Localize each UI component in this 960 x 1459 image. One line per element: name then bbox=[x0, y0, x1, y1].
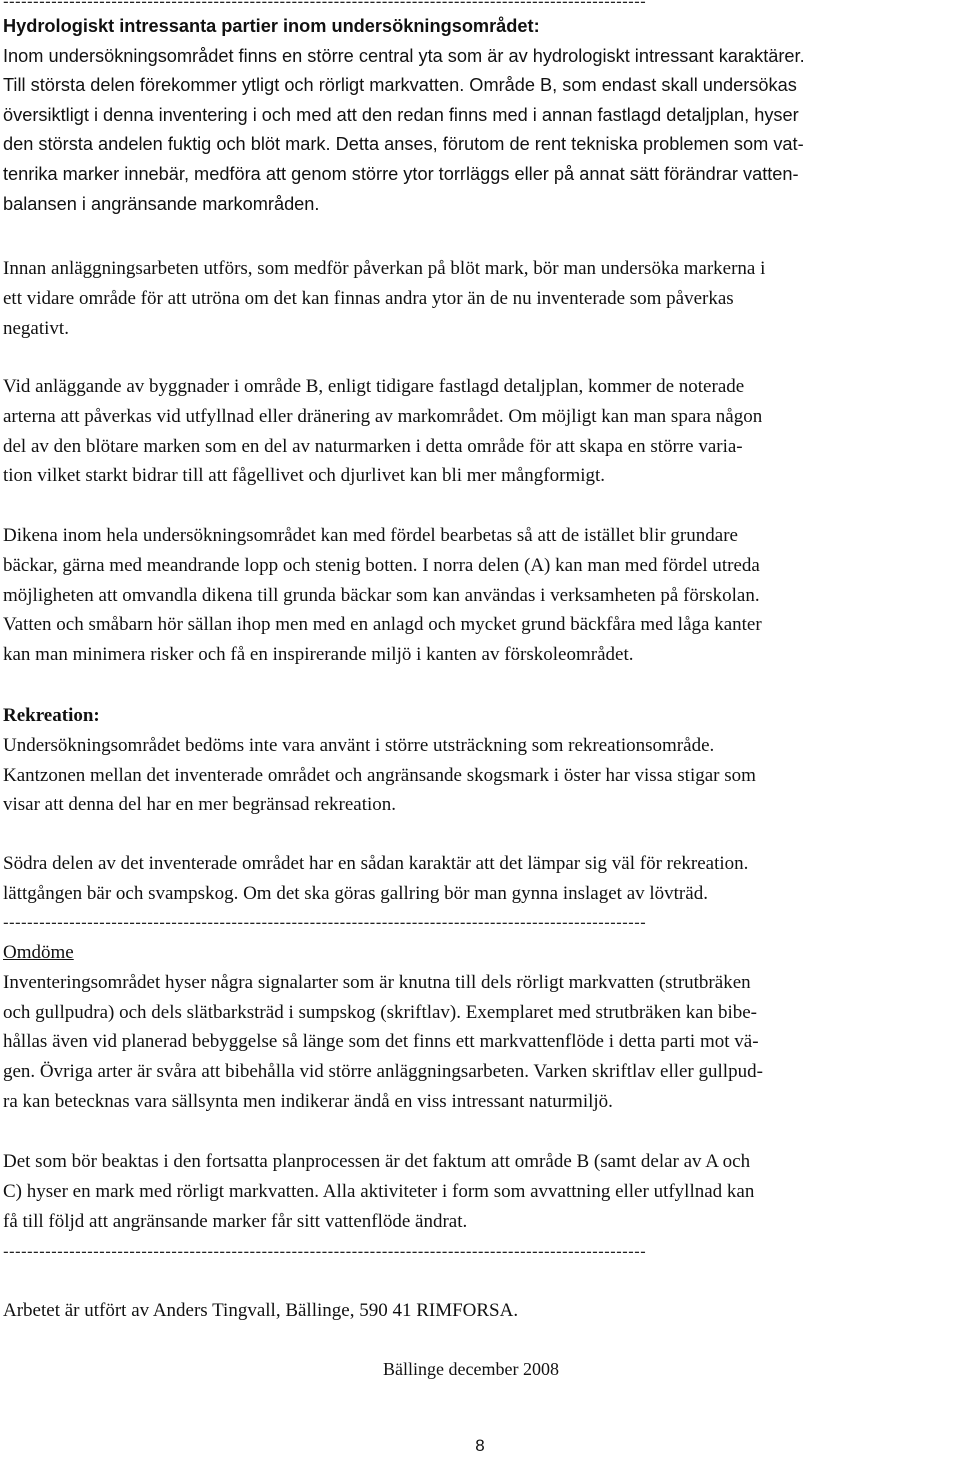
top-separator: ----------------------------------------------------------------------------------------------------------- bbox=[3, 0, 647, 11]
text-line: kan man minimera risker och få en inspirerande miljö i kanten av förskoleområdet. bbox=[3, 644, 634, 666]
text-line: tion vilket starkt bidrar till att fågellivet och djurlivet kan bli mer mångformigt. bbox=[3, 465, 606, 487]
text-line: visar att denna del har en mer begränsad rekreation. bbox=[3, 794, 397, 816]
verdict-paragraph-2 bbox=[3, 1147, 957, 1236]
hydrology-paragraph-3 bbox=[3, 372, 957, 491]
text-line: Vatten och småbarn hör sällan ihop men med en anlagd och mycket grund bäckfåra med låga kanter bbox=[3, 614, 762, 636]
text-line: gen. Övriga arter är svåra att bibehålla vid större anläggningsarbeten. Varken skriftlav eller gullpud- bbox=[3, 1061, 763, 1083]
text-line: del av den blötare marken som en del av naturmarken i detta område för att skapa en större varia- bbox=[3, 435, 743, 457]
text-line: hållas även vid planerad bebyggelse så länge som det finns ett markvattenflöde i detta parti mot vä- bbox=[3, 1031, 759, 1053]
text-line: bäckar, gärna med meandrande lopp och stenig botten. I norra delen (A) kan man med fördel utreda bbox=[3, 554, 760, 576]
hydrology-section bbox=[3, 12, 957, 219]
hydrology-paragraph-1 bbox=[3, 12, 957, 219]
hydrology-paragraph-2 bbox=[3, 254, 957, 343]
text-line: negativt. bbox=[3, 317, 69, 339]
recreation-heading: Rekreation: bbox=[3, 705, 100, 726]
text-line: och gullpudra) och dels slätbarksträd i sumpskog (skriftlav). Exemplaret med strutbräken kan bibe- bbox=[3, 1001, 757, 1023]
page-number: 8 bbox=[475, 1436, 485, 1455]
separator: ----------------------------------------------------------------------------------------------------------- bbox=[3, 913, 647, 932]
text-line: balansen i angränsande markområden. bbox=[3, 193, 320, 214]
text-line: ra kan betecknas vara sällsynta men indikerar ändå en viss intressant naturmiljö. bbox=[3, 1090, 613, 1112]
text-line: Undersökningsområdet bedöms inte vara använt i större utsträckning som rekreationsområde. bbox=[3, 734, 715, 756]
hydrology-heading: Hydrologiskt intressanta partier inom undersökningsområdet: bbox=[3, 16, 540, 36]
text-line: Dikena inom hela undersökningsområdet kan med fördel bearbetas så att de istället blir grundare bbox=[3, 525, 738, 546]
recreation-section bbox=[3, 701, 957, 820]
text-line: få till följd att angränsande marker får sitt vattenflöde ändrat. bbox=[3, 1210, 468, 1232]
separator: ----------------------------------------------------------------------------------------------------------- bbox=[3, 1242, 647, 1261]
recreation-paragraph-2 bbox=[3, 849, 957, 909]
date-line: Bällinge december 2008 bbox=[383, 1359, 559, 1379]
text-line: den största andelen fuktig och blöt mark. Detta anses, förutom de rent tekniska problemen som vat- bbox=[3, 134, 804, 155]
text-line: Kantzonen mellan det inventerade området och angränsande skogsmark i öster har vissa stigar som bbox=[3, 764, 756, 786]
text-line: möjligheten att omvandla dikena till grunda bäckar som kan användas i verksamheten på förskolan. bbox=[3, 584, 760, 606]
verdict-heading: Omdöme bbox=[3, 942, 74, 963]
text-line: Innan anläggningsarbeten utförs, som medför påverkan på blöt mark, bör man undersöka markerna i bbox=[3, 258, 766, 279]
text-line: C) hyser en mark med rörligt markvatten. Alla aktiviteter i form som avvattning eller utfyllnad kan bbox=[3, 1180, 755, 1202]
text-line: översiktligt i denna inventering i och med att den redan finns med i annan fastlagd detaljplan, hyser bbox=[3, 104, 799, 125]
text-line: tenrika marker innebär, medföra att genom större ytor torrläggs eller på annat sätt förändrar vatten- bbox=[3, 163, 799, 184]
text-line: Till största delen förekommer ytligt och rörligt markvatten. Område B, som endast skall undersökas bbox=[3, 75, 797, 96]
text-line: Det som bör beaktas i den fortsatta planprocessen är det faktum att område B (samt delar av A och bbox=[3, 1151, 751, 1172]
text-line: lättgången bär och svampskog. Om det ska göras gallring bör man gynna inslaget av lövträd. bbox=[3, 882, 708, 904]
text-line: Vid anläggande av byggnader i område B, enligt tidigare fastlagd detaljplan, kommer de noterade bbox=[3, 376, 745, 397]
text-line: Södra delen av det inventerade området har en sådan karaktär att det lämpar sig väl för rekreation. bbox=[3, 853, 749, 874]
text-line: Inom undersökningsområdet finns en större central yta som är av hydrologiskt intressant karaktärer. bbox=[3, 45, 805, 66]
verdict-section bbox=[3, 938, 957, 1117]
author-line: Arbetet är utfört av Anders Tingvall, Bällinge, 590 41 RIMFORSA. bbox=[3, 1300, 519, 1321]
text-line: ett vidare område för att utröna om det kan finnas andra ytor än de nu inventerade som påverkas bbox=[3, 287, 734, 309]
text-line: Inventeringsområdet hyser några signalarter som är knutna till dels rörligt markvatten (strutbräken bbox=[3, 971, 751, 993]
hydrology-paragraph-4 bbox=[3, 521, 957, 670]
text-line: arterna att påverkas vid utfyllnad eller dränering av markområdet. Om möjligt kan man spara någon bbox=[3, 405, 763, 427]
